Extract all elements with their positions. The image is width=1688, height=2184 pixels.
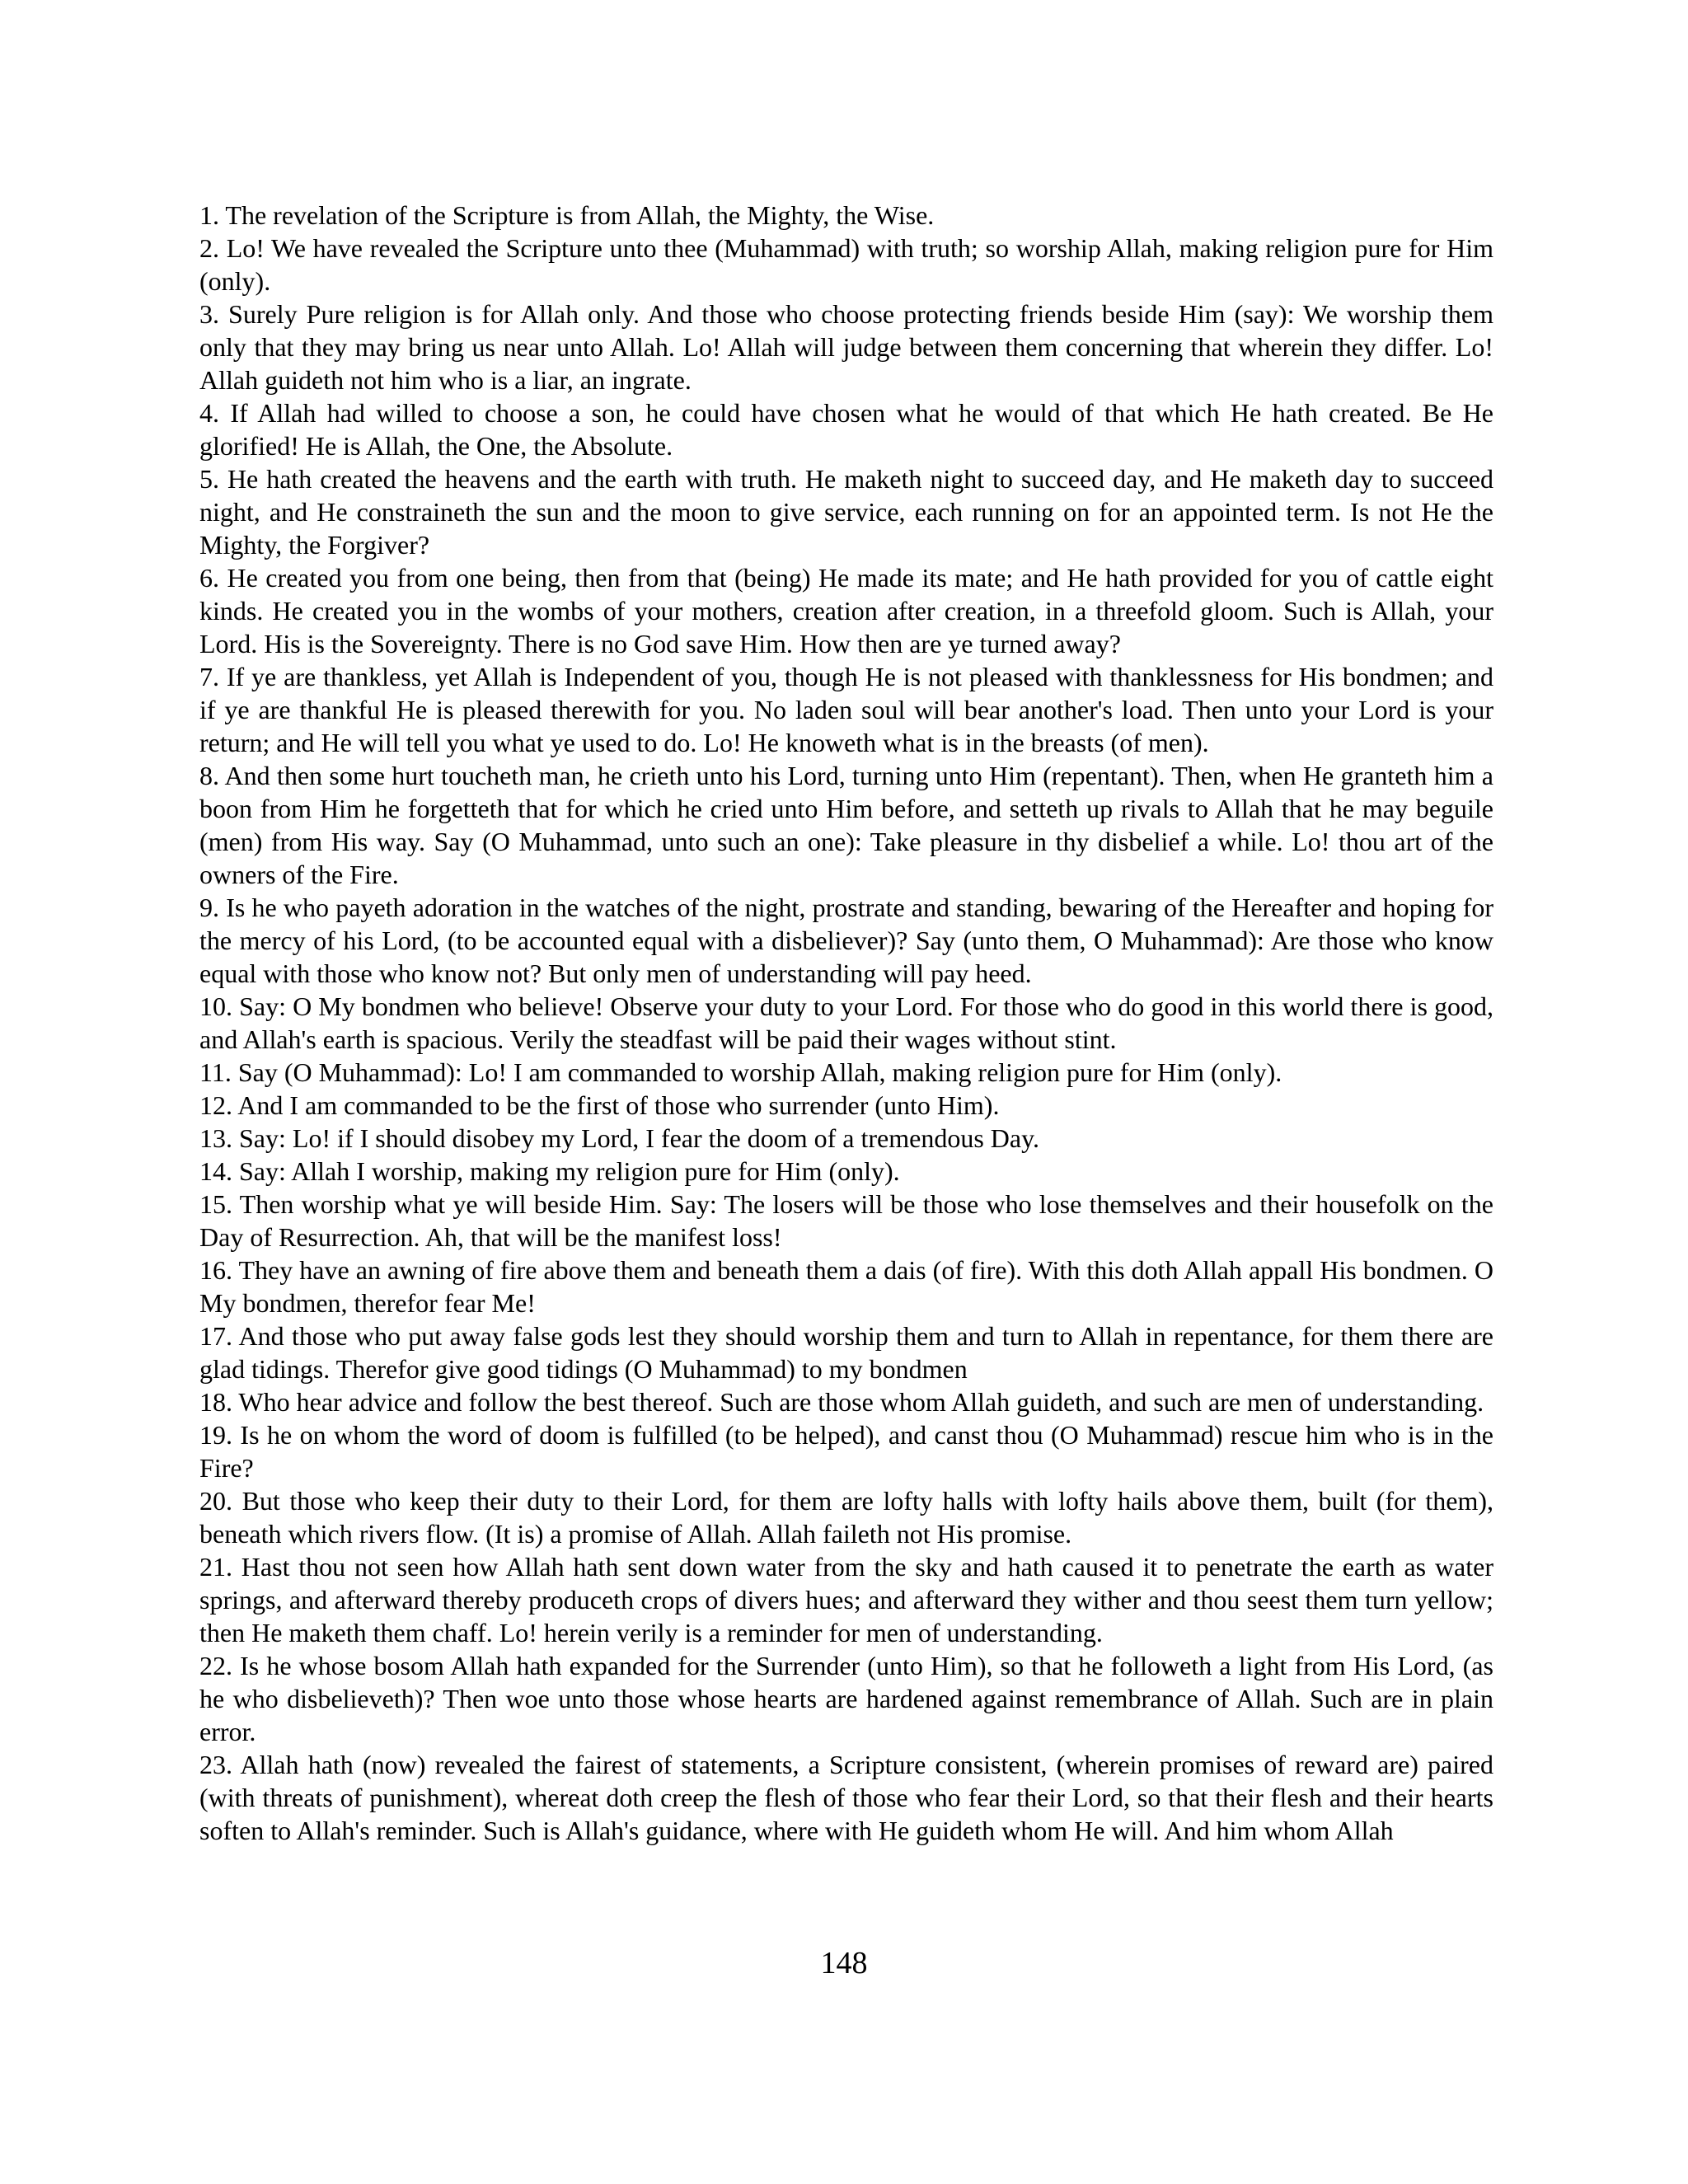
verse-19: 19. Is he on whom the word of doom is fulfilled (to be helped), and canst thou (O Muhammad) rescue him who is in the Fire? — [199, 1420, 1493, 1483]
verse-13: 13. Say: Lo! if I should disobey my Lord, I fear the doom of a tremendous Day. — [199, 1123, 1040, 1153]
verse-16: 16. They have an awning of fire above them and beneath them a dais (of fire). With this doth Allah appall His bondmen. O My bondmen, therefor fear Me! — [199, 1255, 1493, 1318]
verse-22: 22. Is he whose bosom Allah hath expanded for the Surrender (unto Him), so that he followeth a light from His Lord, (as he who disbelieveth)? Then woe unto those whose hearts are hardened against remembrance of Allah. Such are in plain error. — [199, 1651, 1493, 1746]
verse-list — [199, 199, 1493, 1847]
verse-9: 9. Is he who payeth adoration in the watches of the night, prostrate and standing, bewaring of the Hereafter and hoping for the mercy of his Lord, (to be accounted equal with a disbeliever)? Say (unto them, O Muhammad): Are those who know equal with those who know not? But only men of understanding will pay heed. — [199, 893, 1493, 988]
verse-3: 3. Surely Pure religion is for Allah only. And those who choose protecting friends beside Him (say): We worship them only that they may bring us near unto Allah. Lo! Allah will judge between them concerning that wherein they differ. Lo! Allah guideth not him who is a liar, an ingrate. — [199, 299, 1493, 395]
verse-7: 7. If ye are thankless, yet Allah is Independent of you, though He is not pleased with thanklessness for His bondmen; and if ye are thankful He is pleased therewith for you. No laden soul will bear another's load. Then unto your Lord is your return; and He will tell you what ye used to do. Lo! He knoweth what is in the breasts (of men). — [199, 662, 1493, 757]
verse-17: 17. And those who put away false gods lest they should worship them and turn to Allah in repentance, for them there are glad tidings. Therefor give good tidings (O Muhammad) to my bondmen — [199, 1321, 1493, 1384]
verse-18: 18. Who hear advice and follow the best thereof. Such are those whom Allah guideth, and such are men of understanding. — [199, 1387, 1484, 1417]
verse-20: 20. But those who keep their duty to their Lord, for them are lofty halls with lofty hails above them, built (for them), beneath which rivers flow. (It is) a promise of Allah. Allah faileth not His promise. — [199, 1486, 1493, 1549]
verse-5: 5. He hath created the heavens and the earth with truth. He maketh night to succeed day, and He maketh day to succeed night, and He constraineth the sun and the moon to give service, each running on for an appointed term. Is not He the Mighty, the Forgiver? — [199, 464, 1493, 560]
page-number: 148 — [820, 1946, 868, 1980]
verse-14: 14. Say: Allah I worship, making my religion pure for Him (only). — [199, 1156, 900, 1186]
verse-21: 21. Hast thou not seen how Allah hath sent down water from the sky and hath caused it to penetrate the earth as water springs, and afterward thereby produceth crops of divers hues; and afterward they wither and thou seest them turn yellow; then He maketh them chaff. Lo! herein verily is a reminder for men of understanding. — [199, 1552, 1493, 1647]
verse-15: 15. Then worship what ye will beside Him. Say: The losers will be those who lose themselves and their housefolk on the Day of Resurrection. Ah, that will be the manifest loss! — [199, 1189, 1493, 1252]
verse-4: 4. If Allah had willed to choose a son, he could have chosen what he would of that which He hath created. Be He glorified! He is Allah, the One, the Absolute. — [199, 398, 1493, 461]
verse-6: 6. He created you from one being, then from that (being) He made its mate; and He hath provided for you of cattle eight kinds. He created you in the wombs of your mothers, creation after creation, in a threefold gloom. Such is Allah, your Lord. His is the Sovereignty. There is no God save Him. How then are ye turned away? — [199, 563, 1493, 658]
verse-2: 2. Lo! We have revealed the Scripture unto thee (Muhammad) with truth; so worship Allah, making religion pure for Him (only). — [199, 233, 1493, 296]
verse-10: 10. Say: O My bondmen who believe! Observe your duty to your Lord. For those who do good in this world there is good, and Allah's earth is spacious. Verily the steadfast will be paid their wages without stint. — [199, 991, 1493, 1054]
verse-1: 1. The revelation of the Scripture is from Allah, the Mighty, the Wise. — [199, 200, 935, 230]
verse-11: 11. Say (O Muhammad): Lo! I am commanded to worship Allah, making religion pure for Him (only). — [199, 1057, 1282, 1087]
verse-8: 8. And then some hurt toucheth man, he crieth unto his Lord, turning unto Him (repentant). Then, when He granteth him a boon from Him he forgetteth that for which he cried unto Him before, and setteth up rivals to Allah that he may beguile (men) from His way. Say (O Muhammad, unto such an one): Take pleasure in thy disbelief a while. Lo! thou art of the owners of the Fire. — [199, 761, 1493, 889]
verse-12: 12. And I am commanded to be the first of those who surrender (unto Him). — [199, 1090, 1000, 1120]
verse-23: 23. Allah hath (now) revealed the fairest of statements, a Scripture consistent, (wherein promises of reward are) paired (with threats of punishment), whereat doth creep the flesh of those who fear their Lord, so that their flesh and their hearts soften to Allah's reminder. Such is Allah's guidance, where with He guideth whom He will. And him whom Allah — [199, 1750, 1493, 1845]
